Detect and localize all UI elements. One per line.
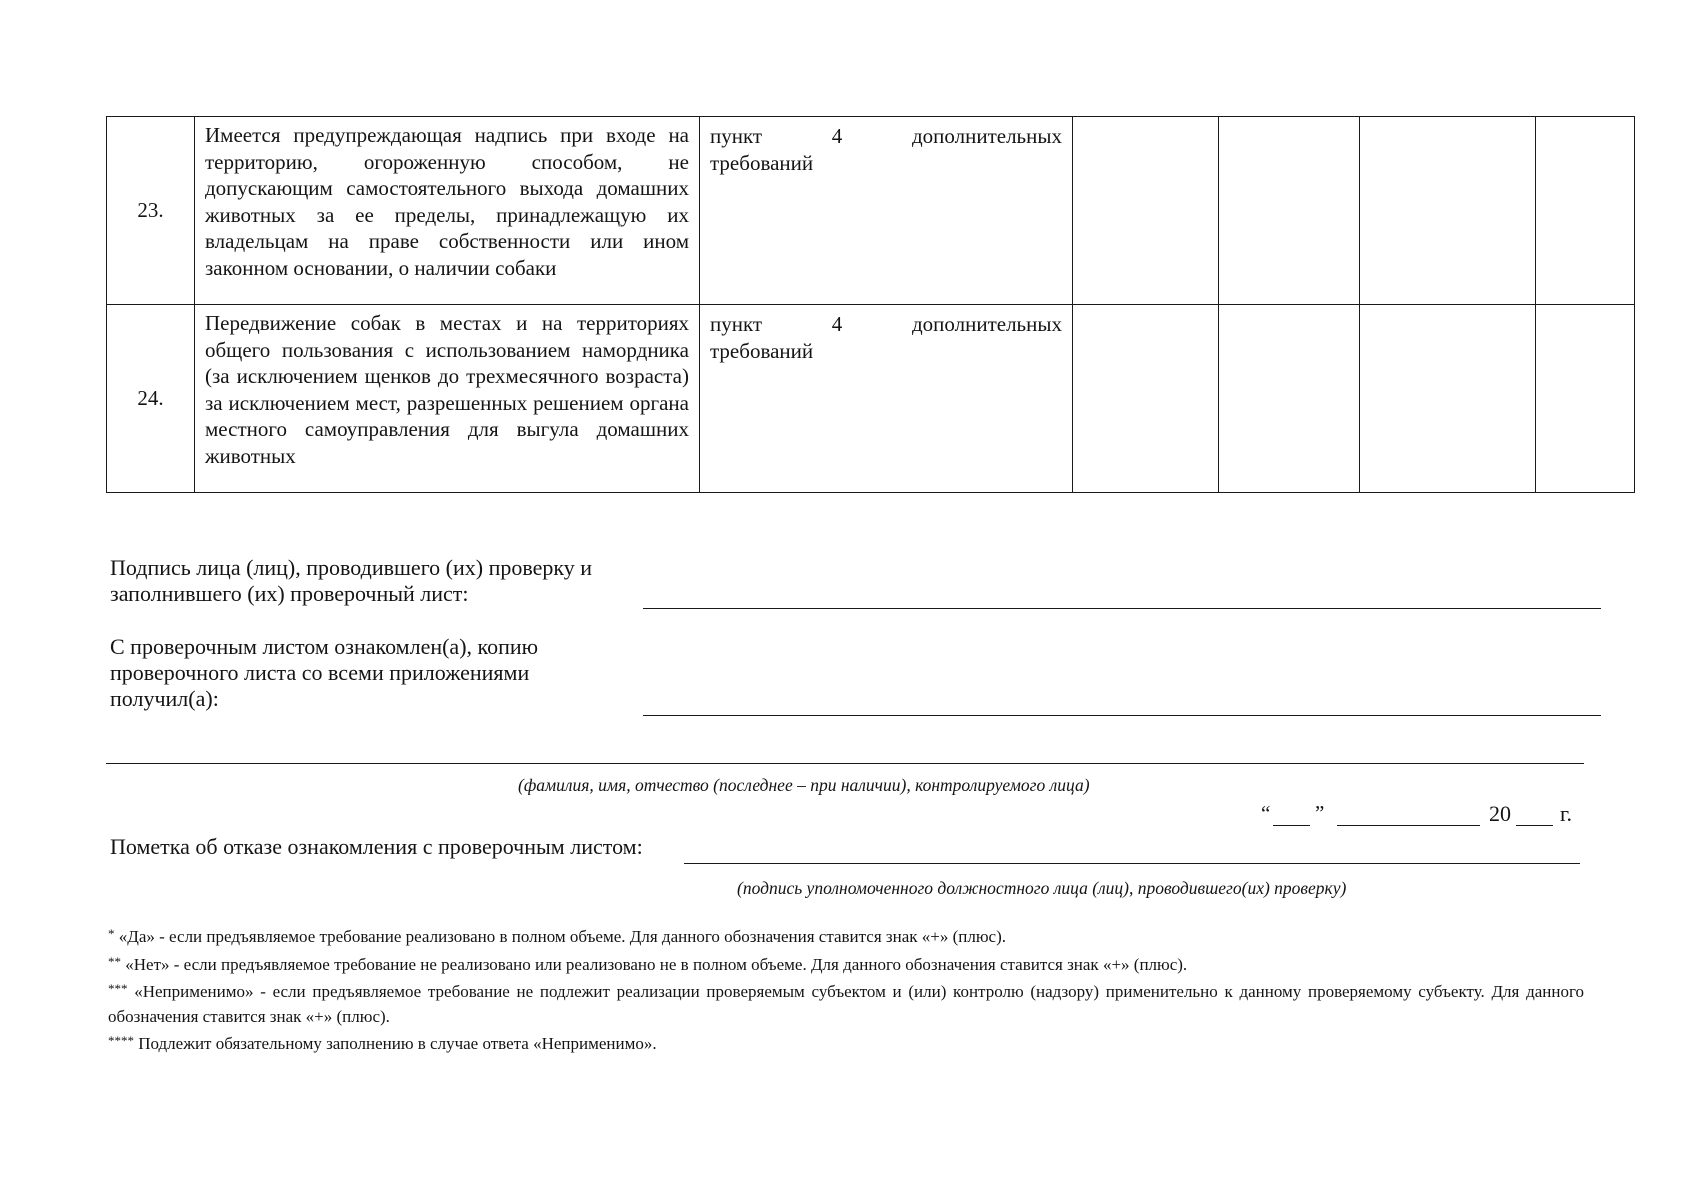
footnote-text: Подлежит обязательному заполнению в случае ответа «Неприменимо». [138,1034,657,1053]
official-caption: (подпись уполномоченного должностного лица (лиц), проводившего(их) проверку) [737,878,1347,898]
requirement-text: Передвижение собак в местах и на территориях общего пользования с использованием намордника (за исключением щенков до трехмесячного возраста) за исключением мест, разрешенных решением органа местного самоуправления для выгула домашних животных [195,305,700,493]
legal-reference [700,305,1073,493]
answer-yes-cell[interactable] [1073,305,1219,493]
answer-no-cell[interactable] [1219,305,1360,493]
answer-yes-cell[interactable] [1073,117,1219,305]
footnote-text: «Да» - если предъявляемое требование реализовано в полном объеме. Для данного обозначения ставится знак «+» (плюс). [118,927,1007,946]
table-row [107,305,1635,493]
answer-no-cell[interactable] [1219,117,1360,305]
comment-cell[interactable] [1536,305,1635,493]
footnote [108,977,1584,1029]
footnote-marker: **** [108,1033,134,1048]
footnote-marker: * [108,926,115,941]
footnote-marker: ** [108,953,121,969]
date-month-line[interactable] [1337,825,1480,826]
inspector-signature-line[interactable] [643,608,1601,609]
comment-cell[interactable] [1536,117,1635,305]
label-line: Подпись лица (лиц), проводившего (их) проверку и [110,555,593,580]
label-line: получил(а): [110,686,219,711]
row-number: 23. [107,117,195,305]
date-year-line[interactable] [1516,825,1553,826]
inspector-signature-label [110,555,592,607]
footnote-marker: *** [108,981,128,996]
table-row [107,117,1635,305]
legal-reference [700,117,1073,305]
footnote-text: «Неприменимо» - если предъявляемое требование не подлежит реализации проверяемым субъектом и (или) контролю (надзору) применительно к данному проверяемому субъекту. Для данного обозначения ставится знак «+» (плюс). [108,982,1585,1026]
answer-na-cell[interactable] [1360,117,1536,305]
checklist-table [106,116,1635,493]
date-open-quote: “ [1261,801,1271,825]
answer-na-cell[interactable] [1360,305,1536,493]
date-close-quote: ” [1315,801,1325,825]
footnote [108,1029,1584,1057]
label-line: заполнившего (их) проверочный лист: [110,581,469,606]
label-line: проверочного листа со всеми приложениями [110,660,530,685]
refusal-line[interactable] [684,863,1580,864]
row-number: 24. [107,305,195,493]
acquainted-signature-line[interactable] [643,715,1601,716]
reference-word: дополнительных [911,312,1062,336]
reference-word: пункт [710,124,763,148]
reference-word: 4 [831,124,843,148]
footnote-text: «Нет» - если предъявляемое требование не реализовано или реализовано не в полном объеме. Для данного обозначения ставится знак «+» (плюс). [125,954,1188,974]
refusal-label: Пометка об отказе ознакомления с проверочным листом: [110,834,643,859]
label-line: С проверочным листом ознакомлен(а), копию [110,634,539,659]
footnotes [108,922,1584,1057]
reference-word: 4 [831,312,843,336]
acquainted-label [110,634,538,712]
date-day-line[interactable] [1273,825,1310,826]
reference-word: дополнительных [911,124,1062,148]
footnote [108,950,1584,978]
date-year-suffix: г. [1560,801,1573,826]
fio-caption: (фамилия, имя, отчество (последнее – при наличии), контролируемого лица) [518,775,1090,795]
reference-word: требований [710,338,814,363]
reference-word: пункт [710,312,763,336]
date-year-prefix: 20 [1489,801,1511,826]
requirement-text: Имеется предупреждающая надпись при входе на территорию, огороженную способом, не допускающим самостоятельного выхода домашних животных за ее пределы, принадлежащую их владельцам на праве собственности или ином законном основании, о наличии собаки [195,117,700,305]
reference-word: требований [710,150,814,175]
footnote [108,922,1584,950]
fio-line[interactable] [106,763,1584,764]
